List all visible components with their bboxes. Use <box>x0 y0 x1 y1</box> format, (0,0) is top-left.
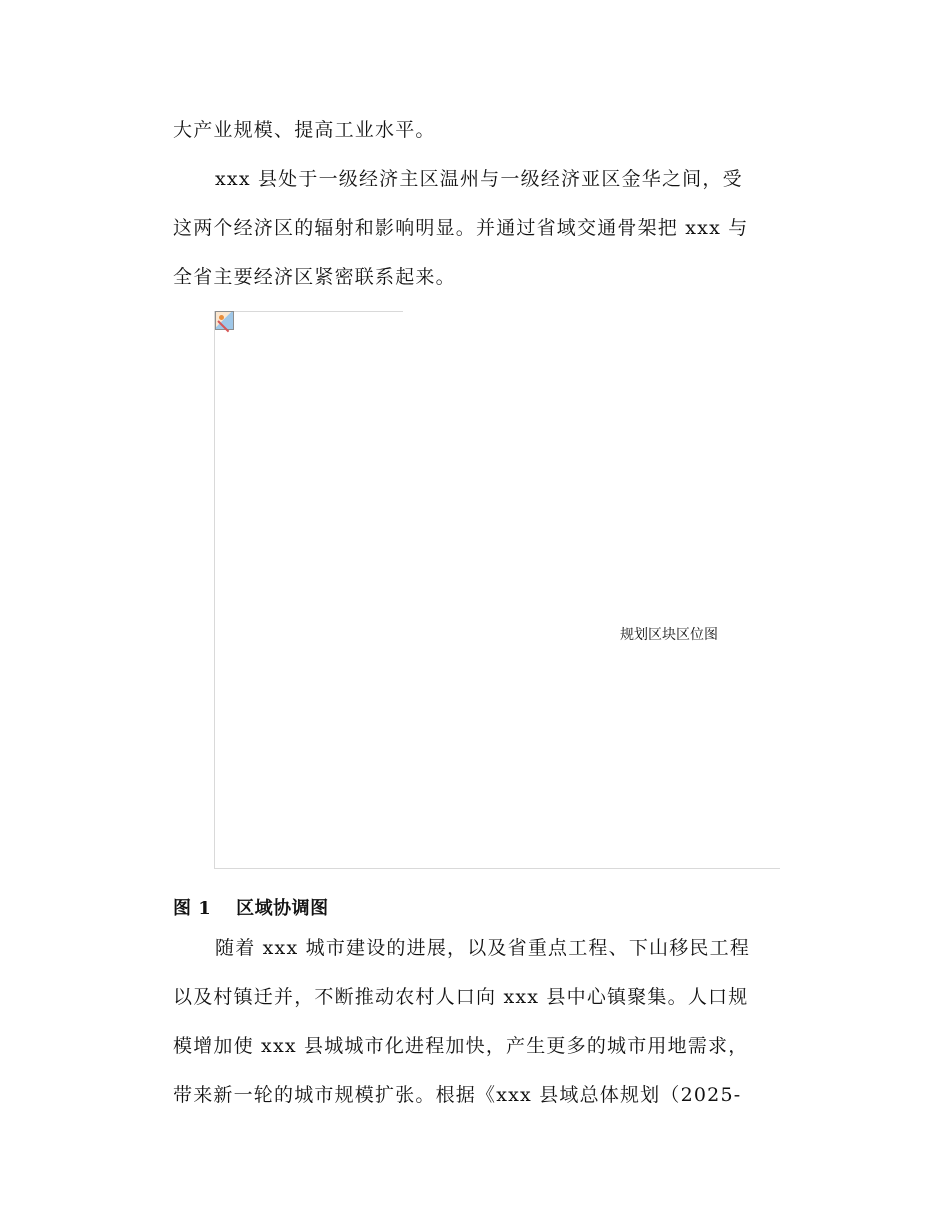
text-line: 模增加使 xxx 县城城市化进程加快，产生更多的城市用地需求， <box>173 1035 749 1057</box>
figure-caption-number: 图 1 <box>173 898 212 919</box>
text-line: 大产业规模、提高工业水平。 <box>173 119 436 141</box>
text-line: 以及村镇迁并，不断推动农村人口向 xxx 县中心镇聚集。人口规 <box>173 986 749 1008</box>
regional-coordination-figure <box>214 311 780 869</box>
text-line: 全省主要经济区紧密联系起来。 <box>173 266 456 288</box>
text-line: 带来新一轮的城市规模扩张。根据《xxx 县域总体规划（2025- <box>173 1084 742 1106</box>
map-location-label: 规划区块区位图 <box>620 626 718 642</box>
figure-caption-title: 区域协调图 <box>236 898 329 919</box>
text-line: 这两个经济区的辐射和影响明显。并通过省域交通骨架把 xxx 与 <box>173 217 749 239</box>
text-line: xxx 县处于一级经济主区温州与一级经济亚区金华之间，受 <box>215 168 743 190</box>
broken-image-icon <box>215 311 234 330</box>
figure-top-border <box>215 311 403 312</box>
figure-caption <box>173 896 329 922</box>
text-line: 随着 xxx 城市建设的进展，以及省重点工程、下山移民工程 <box>215 937 751 959</box>
